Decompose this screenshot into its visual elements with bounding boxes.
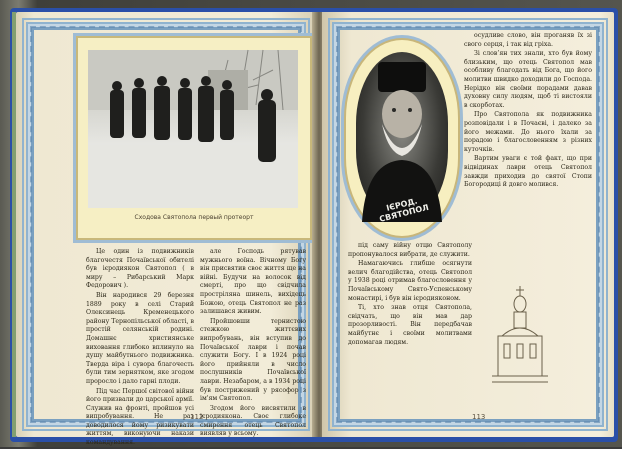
paragraph: Згодом його висвятили в ієродиякона. Своє глибоке смирення отець Святопол виявляв у всьому. [200, 404, 306, 438]
paragraph: Пройшовши тернистою стежкою життєвих випробувань, він вступив до Почаївської лаври і почав служити Богу. І в 1924 році його прийняли в число послушників Почаївської лаври. Незабаром, а в 1934 році був пострижений у рясофор з ім'ям Святопол. [200, 317, 306, 403]
page-number-right: 113 [472, 413, 486, 421]
photo-caption: Сходова Святопола первый протеорт [134, 214, 254, 221]
paragraph: але Господь рятував мужнього воїна. Вічному Богу він присвятив своє життя ще на війні. Будучи на волосок від смерті, про що свідчила простріляна шинель, вихідець Божою, отець Святопол не раз залишався живим. [200, 248, 306, 316]
paragraph: Ті, хто знав отця Святопола, свідчать, що він мав дар прозорливості. Він передбачав майбутнє і своїми молитвами допомагав людям. [348, 304, 472, 346]
paragraph: Це один із подвижників благочестя Почаївської обителі був ієродиякон Святопол ( в миру – Рибарський Марк Федорович ). [86, 248, 194, 290]
right-text-column-bottom [348, 242, 472, 348]
paragraph: Намагаючись глибше осягнути велич благодійства, отець Святопол у 1938 році отримав благословення у Почаївському Свято-Успенському монастирі, і був він ієродияконом. [348, 260, 472, 302]
group-photo-frame [76, 36, 312, 240]
left-text-column-1 [86, 248, 194, 449]
right-page [322, 12, 614, 437]
paragraph: Під час Першої світової війни його призвали до царської армії. Служив на фронті, пройшов усі випробування. Не раз доводилося йому ризикувати життям, виконуючи накази командування. [86, 387, 194, 447]
paragraph: осудливе слово, він проганяв їх зі свого серця, і так від гріха. [464, 32, 592, 48]
paragraph: Вартим уваги є той факт, що при відвідинах лаври отець Святопол завжди приходив до святої Стопи Богородиці й довго молився. [464, 155, 592, 189]
page-number-left: 112 [190, 413, 204, 421]
portrait-label: ІЄРОД. СВЯТОПОЛ [378, 196, 430, 224]
paragraph: Він народився 29 березня 1889 року в селі Старий Олексинець Кременецького району Тернопільської області, в простій селянській родині. Домашнє християнське виховання глибоко вплинуло на душу майбутнього подвижника. Тверда віра і сувора благочесть були тим зернятком, яке згодом проросло і дало гарні плоди. [86, 291, 194, 385]
church-illustration [488, 284, 552, 394]
left-text-column-2 [200, 248, 306, 440]
paragraph: під саму війну отцю Святополу пропонувалося вибрати, де служити. [348, 242, 472, 258]
left-page [16, 12, 316, 447]
group-photo [88, 50, 298, 208]
right-text-column-top [464, 32, 592, 191]
paragraph: Про Святопола як подвижника розповідали і в Почаєві, і далеко за його межами. До нього їхали за порадою і благословенням з різних куточків. [464, 111, 592, 153]
paragraph: Зі слов’ян тих знали, хто був йому близьким, що отець Святопол мав особливу благодать від Бога, що його молитви швидко доходили до Господа. Нерідко він своїми порадами давав духовну силу людям, щоб ті вистояли в скорботах. [464, 50, 592, 109]
portrait-frame [344, 38, 460, 238]
monks-photo-illustration [88, 50, 298, 208]
